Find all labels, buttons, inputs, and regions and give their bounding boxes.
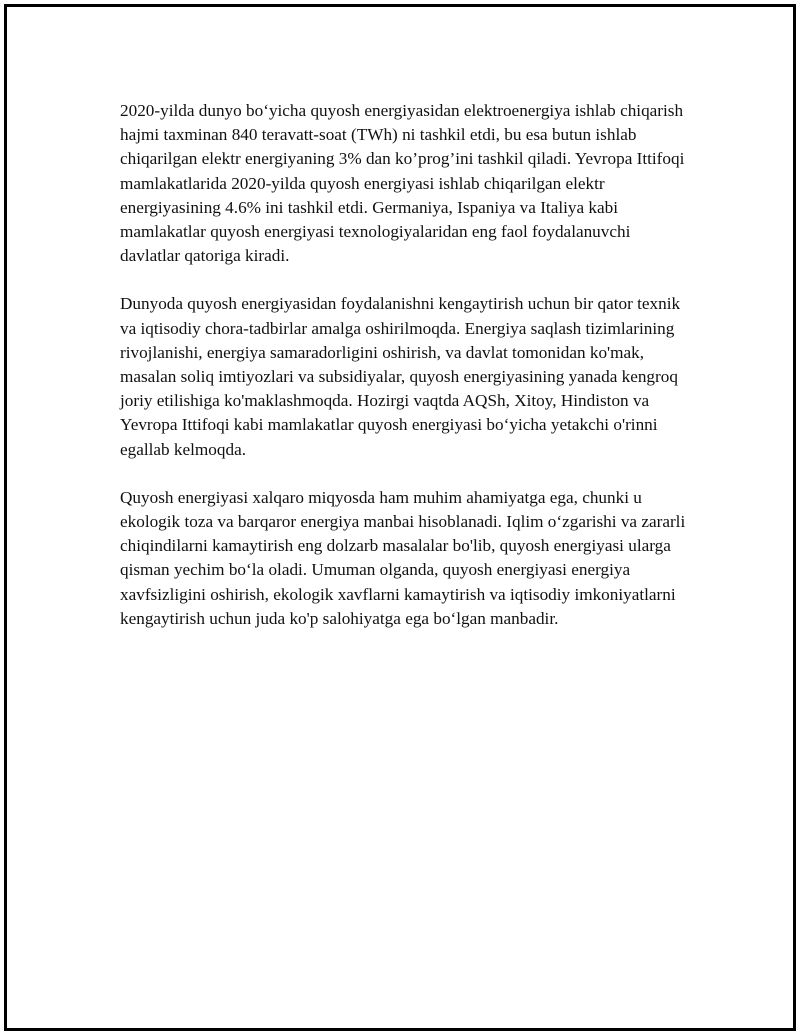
document-body — [120, 99, 690, 655]
paragraph-3: Quyosh energiyasi xalqaro miqyosda ham muhim ahamiyatga ega, chunki u ekologik toza va barqaror energiya manbai hisoblanadi. Iqlim o‘zgarishi va zararli chiqindilarni kamaytirish eng dolzarb masalalar bo'lib, quyosh energiyasi ularga qisman yechim bo‘la oladi. Umuman olganda, quyosh energiyasi energiya xavfsizligini oshirish, ekologik xavflarni kamaytirish va iqtisodiy imkoniyatlarni kengaytirish uchun juda ko'p salohiyatga ega bo‘lgan manbadir. — [120, 487, 686, 628]
paragraph-1: 2020-yilda dunyo bo‘yicha quyosh energiyasidan elektroenergiya ishlab chiqarish hajmi taxminan 840 teravatt-soat (TWh) ni tashkil etdi, bu esa butun ishlab chiqarilgan elektr energiyaning 3% dan ko’prog’ini tashkil qiladi. Yevropa Ittifoqi mamlakatlarida 2020-yilda quyosh energiyasi ishlab chiqarilgan elektr energiyasining 4.6% ini tashkil etdi. Germaniya, Ispaniya va Italiya kabi mamlakatlar quyosh energiyasi texnologiyalaridan eng faol foydalanuvchi davlatlar qatoriga kiradi. — [120, 101, 685, 266]
paragraph-2: Dunyoda quyosh energiyasidan foydalanishni kengaytirish uchun bir qator texnik va iqtisodiy chora-tadbirlar amalga oshirilmoqda. Energiya saqlash tizimlarining rivojlanishi, energiya samaradorligini oshirish, va davlat tomonidan ko'mak, masalan soliq imtiyozlari va subsidiyalar, quyosh energiyasining yanada kengroq joriy etilishiga ko'maklashmoqda. Hozirgi vaqtda AQSh, Xitoy, Hindiston va Yevropa Ittifoqi kabi mamlakatlar quyosh energiyasi bo‘yicha yetakchi o'rinni egallab kelmoqda. — [120, 294, 681, 459]
page-frame — [4, 4, 796, 1031]
